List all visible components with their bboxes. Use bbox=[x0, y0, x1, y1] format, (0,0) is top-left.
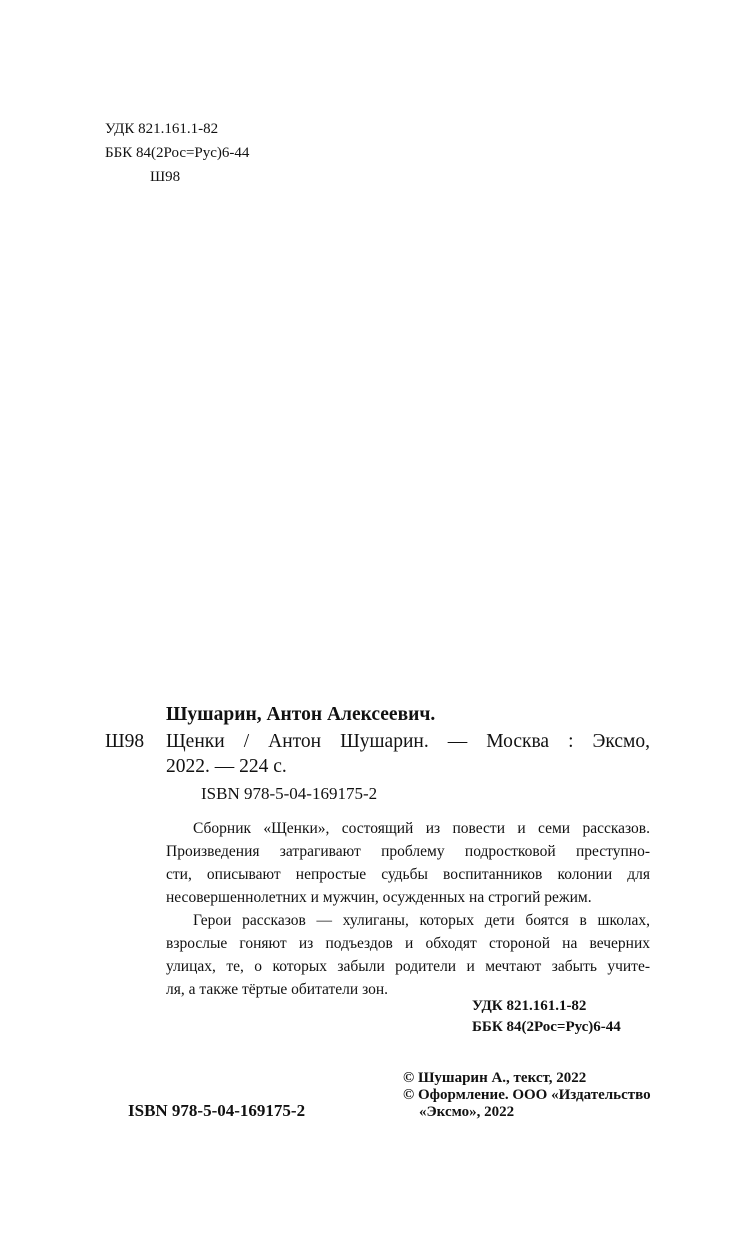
bbk-code-bottom: ББК 84(2Рос=Рус)6-44 bbox=[472, 1019, 621, 1035]
bbk-code-top: ББК 84(2Рос=Рус)6-44 bbox=[105, 145, 250, 161]
copyright-line: © Оформление. ООО «Издательство bbox=[403, 1087, 651, 1103]
annotation-line: несовершеннолетних и мужчин, осужденных на строгий режим. bbox=[166, 889, 592, 906]
title-line-2: 2022. — 224 с. bbox=[166, 756, 287, 777]
author-heading: Шушарин, Антон Алексеевич. bbox=[166, 704, 436, 725]
copyright-line: «Эксмо», 2022 bbox=[419, 1104, 515, 1120]
isbn-bottom: ISBN 978-5-04-169175-2 bbox=[128, 1101, 306, 1120]
annotation-line: ля, а также тёртые обитатели зон. bbox=[166, 981, 389, 998]
annotation-line: улицах, те, о которых забыли родители и мечтают забыть учите- bbox=[166, 958, 650, 975]
annotation-line: Герои рассказов — хулиганы, которых дети боятся в школах, bbox=[193, 912, 650, 929]
annotation-line: Сборник «Щенки», состоящий из повести и семи рассказов. bbox=[193, 820, 650, 837]
copyright-line: © Шушарин А., текст, 2022 bbox=[403, 1070, 587, 1086]
annotation-line: Произведения затрагивают проблему подростковой преступно- bbox=[166, 843, 650, 860]
author-mark: Ш98 bbox=[105, 731, 145, 752]
annotation-line: сти, описывают непростые судьбы воспитанников колонии для bbox=[166, 866, 650, 883]
annotation-line: взрослые гоняют из подъездов и обходят стороной на вечерних bbox=[166, 935, 650, 952]
udk-code-bottom: УДК 821.161.1-82 bbox=[472, 998, 587, 1014]
isbn-line: ISBN 978-5-04-169175-2 bbox=[201, 784, 378, 803]
title-line-1: Щенки / Антон Шушарин. — Москва : Эксмо, bbox=[166, 731, 650, 752]
author-mark-top: Ш98 bbox=[150, 169, 181, 185]
udk-code-top: УДК 821.161.1-82 bbox=[105, 121, 219, 137]
